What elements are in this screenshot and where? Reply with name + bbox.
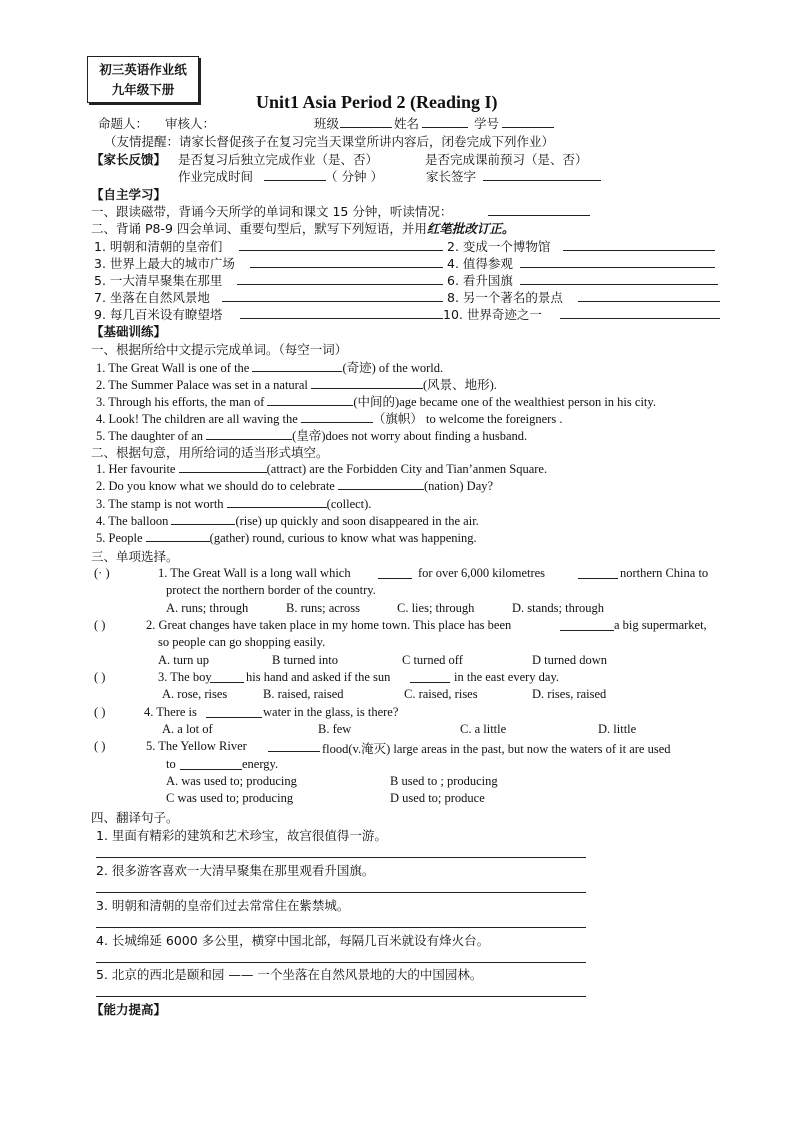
mc3-opt-d[interactable]: D. rises, raised [532,687,607,701]
phrase-8: 8. 另一个著名的景点 [447,290,563,305]
q-text: 2. Do you know what we should do to celebrate [96,479,338,493]
phrase-3-blank[interactable] [250,267,443,268]
mc4-q1: 4. There is [144,705,197,719]
q-text: 3. Through his efforts, the man of [96,395,268,409]
part2-q2 [96,478,493,494]
q-hint: （旗帜） to welcome the foreigners . [372,412,563,426]
q-hint: (rise) up quickly and soon disappeared in the air. [235,514,479,528]
answer-blank[interactable] [206,428,292,440]
mc5-blank1 [268,751,320,752]
worksheet-label-line2: 九年级下册 [111,82,175,97]
mc1-opt-a[interactable]: A. runs; through [166,601,249,615]
phrase-5-blank[interactable] [237,284,443,285]
self-study-item1: 一、跟读磁带，背诵今天所学的单词和课文 15 分钟，听读情况： [91,204,453,219]
mc2-opt-c[interactable]: C turned off [402,653,463,667]
q-hint: (中间的)age became one of the wealthiest person in his city. [353,395,656,409]
mc1-blank1 [378,578,412,579]
self-study-item2-emphasis: 红笔批改订正。 [426,221,515,236]
q-hint: (gather) round, curious to know what was happening. [209,531,477,545]
q-hint: (皇帝)does not worry about finding a husband. [292,429,528,443]
mc2-opt-a[interactable]: A. turn up [158,653,210,667]
mc5-q3: flood(v.淹灭) large areas in the past, but now the waters of it are used [322,742,671,756]
name-label: 姓名 [394,116,420,131]
mc3-blank1 [210,682,244,683]
mc1-blank2 [578,578,618,579]
minutes-label: （ 分钟 ） [325,169,383,184]
phrase-7: 7. 坐落在自然风景地 [94,290,210,305]
phrase-5: 5. 一大清早聚集在那里 [94,273,223,288]
mc5-opt-c[interactable]: C was used to; producing [166,791,294,805]
worksheet-label-box [87,56,199,103]
page-title: Unit1 Asia Period 2 (Reading I) [256,92,498,112]
mc2-opt-d[interactable]: D turned down [532,653,607,667]
phrase-4: 4. 值得参观 [447,256,513,271]
mc1-opt-d[interactable]: D. stands; through [512,601,605,615]
mc1-q2: for over 6,000 kilometres [418,566,546,580]
translate-2-line[interactable] [96,892,586,893]
translate-3-line[interactable] [96,927,586,928]
listen-blank[interactable] [488,215,590,216]
part2-q5 [96,530,477,546]
q-hint: (attract) are the Forbidden City and Tian’anmen Square. [266,462,548,476]
mc3-q3: in the east every day. [454,670,560,684]
part1-q2 [96,375,497,393]
part1-q5 [96,426,527,444]
phrase-2: 2. 变成一个博物馆 [447,239,551,254]
q-hint: (风景、地形). [422,378,497,392]
self-study-header: 【自主学习】 [91,187,167,202]
q-text: 4. Look! The children are all waving the [96,412,301,426]
q-hint: (奇迹) of the world. [342,361,444,375]
phrase-4-blank[interactable] [520,267,715,268]
q-hint: (nation) Day? [423,479,494,493]
mc5-q1: 5. The Yellow River [146,739,247,753]
mc2-q3: a big supermarket, [614,618,707,632]
mc4-paren[interactable]: ( ) [94,705,106,719]
mc2-paren[interactable]: ( ) [94,618,106,632]
q-text: 3. The stamp is not worth [96,497,227,511]
part2-q3 [96,496,371,512]
part3-title: 三、单项选择。 [91,549,179,564]
self-study-item2 [91,219,514,237]
number-blank[interactable] [502,127,554,128]
mc1-opt-b[interactable]: B. runs; across [286,601,360,615]
q-hint: (collect). [326,497,372,511]
part1-title: 一、根据所给中文提示完成单词。（每空一词） [91,342,348,357]
mc3-opt-a[interactable]: A. rose, rises [162,687,228,701]
feedback-q2: 是否完成课前预习（是、否） [425,152,588,167]
mc5-blank2 [180,769,242,770]
mc1-q-cont: protect the northern border of the country. [166,583,376,597]
phrase-9: 9. 每几百米设有瞭望塔 [94,307,223,322]
q-text: 4. The balloon [96,514,172,528]
translate-5: 5. 北京的西北是颐和园 —— 一个坐落在自然风景地的大的中国园林。 [96,967,483,982]
maker-label: 命题人： [98,116,149,131]
feedback-label: 【家长反馈】 [91,152,167,167]
answer-blank[interactable] [301,411,373,423]
mc4-opt-c[interactable]: C. a little [460,722,507,736]
mc2-blank [560,630,614,631]
q-text: 2. The Summer Palace was set in a natural [96,378,311,392]
self-study-item2-text: 二、背诵 P8-9 四会单词、重要句型后，默写下列短语，并用 [91,221,427,236]
answer-blank[interactable] [146,530,210,542]
answer-blank[interactable] [227,496,327,508]
checker-label: 审核人： [165,116,216,131]
translate-1-line[interactable] [96,857,586,858]
translate-1: 1. 里面有精彩的建筑和艺术珍宝，故宫很值得一游。 [96,828,387,843]
q-text: 5. The daughter of an [96,429,207,443]
phrase-9-blank[interactable] [240,318,443,319]
name-blank[interactable] [422,127,468,128]
phrase-3: 3. 世界上最大的城市广场 [94,256,235,271]
mc5-paren[interactable]: ( ) [94,739,106,753]
mc5-opt-d[interactable]: D used to; produce [390,791,485,805]
phrase-6-blank[interactable] [520,284,718,285]
phrase-6: 6. 看升国旗 [447,273,513,288]
mc4-opt-d[interactable]: D. little [598,722,637,736]
sign-blank[interactable] [483,180,601,181]
answer-blank[interactable] [338,478,424,490]
q-text: 1. The Great Wall is one of the [96,361,253,375]
sign-label: 家长签字 [426,169,477,184]
mc4-opt-b[interactable]: B. few [318,722,352,736]
basic-header: 【基础训练】 [91,324,167,339]
mc1-paren[interactable]: (· ) [94,566,110,580]
translate-2: 2. 很多游客喜欢一大清早聚集在那里观看升国旗。 [96,863,375,878]
mc1-q3: northern China to [620,566,709,580]
translate-5-line[interactable] [96,996,586,997]
part2-q1 [96,461,547,477]
mc1-opt-c[interactable]: C. lies; through [397,601,475,615]
q-text: 1. Her favourite [96,462,179,476]
mc2-q1: 2. Great changes have taken place in my home town. This place has been [146,618,512,632]
tip-text: （友情提醒：请家长督促孩子在复习完当天课堂所讲内容后，闭卷完成下列作业） [104,134,555,149]
answer-blank[interactable] [267,394,353,406]
class-blank[interactable] [340,127,392,128]
q-text: 5. People [96,531,146,545]
mc4-opt-a[interactable]: A. a lot of [162,722,213,736]
feedback-q1: 是否复习后独立完成作业（是、否） [178,152,379,167]
answer-blank[interactable] [311,377,423,389]
mc3-q1: 3. The boy [158,670,212,684]
phrase-8-blank[interactable] [578,301,720,302]
part1-q1 [96,358,443,376]
translate-4: 4. 长城绵延 6000 多公里，横穿中国北部，每隔几百米就设有烽火台。 [96,933,490,948]
time-label: 作业完成时间 [178,169,254,184]
part2-q4 [96,513,479,529]
mc4-blank [206,717,262,718]
mc3-paren[interactable]: ( ) [94,670,106,684]
number-label: 学号 [474,116,500,131]
time-blank[interactable] [264,180,326,181]
mc3-blank2 [410,682,450,683]
mc2-q-cont: so people can go shopping easily. [158,635,326,649]
part1-q4 [96,409,562,427]
part1-q3 [96,392,656,410]
worksheet-label-line1: 初三英语作业纸 [99,62,187,77]
answer-blank[interactable] [252,360,342,372]
phrase-10: 10. 世界奇迹之一 [443,307,542,322]
mc3-q2: his hand and asked if the sun [246,670,391,684]
phrase-2-blank[interactable] [563,250,715,251]
mc4-q3: water in the glass, is there? [263,705,399,719]
translate-3: 3. 明朝和清朝的皇帝们过去常常住在紫禁城。 [96,898,350,913]
mc2-opt-b[interactable]: B turned into [272,653,338,667]
part2-title: 二、根据句意，用所给词的适当形式填空。 [91,445,329,460]
answer-blank[interactable] [171,513,235,525]
phrase-1-blank[interactable] [239,250,443,251]
mc3-opt-b[interactable]: B. raised, raised [263,687,344,701]
mc3-opt-c[interactable]: C. raised, rises [404,687,478,701]
ability-header: 【能力提高】 [91,1002,167,1017]
mc1-q1: 1. The Great Wall is a long wall which [158,566,351,580]
mc5-q-cont: energy. [242,757,279,771]
phrase-1: 1. 明朝和清朝的皇帝们 [94,239,223,254]
mc5-opt-b[interactable]: B used to ; producing [390,774,498,788]
mc5-q-cont-pre: to [166,757,176,771]
class-label: 班级 [314,116,340,131]
phrase-10-blank[interactable] [560,318,720,319]
answer-blank[interactable] [179,461,267,473]
mc5-opt-a[interactable]: A. was used to; producing [166,774,297,788]
part4-title: 四、翻译句子。 [91,810,179,825]
translate-4-line[interactable] [96,962,586,963]
phrase-7-blank[interactable] [222,301,443,302]
